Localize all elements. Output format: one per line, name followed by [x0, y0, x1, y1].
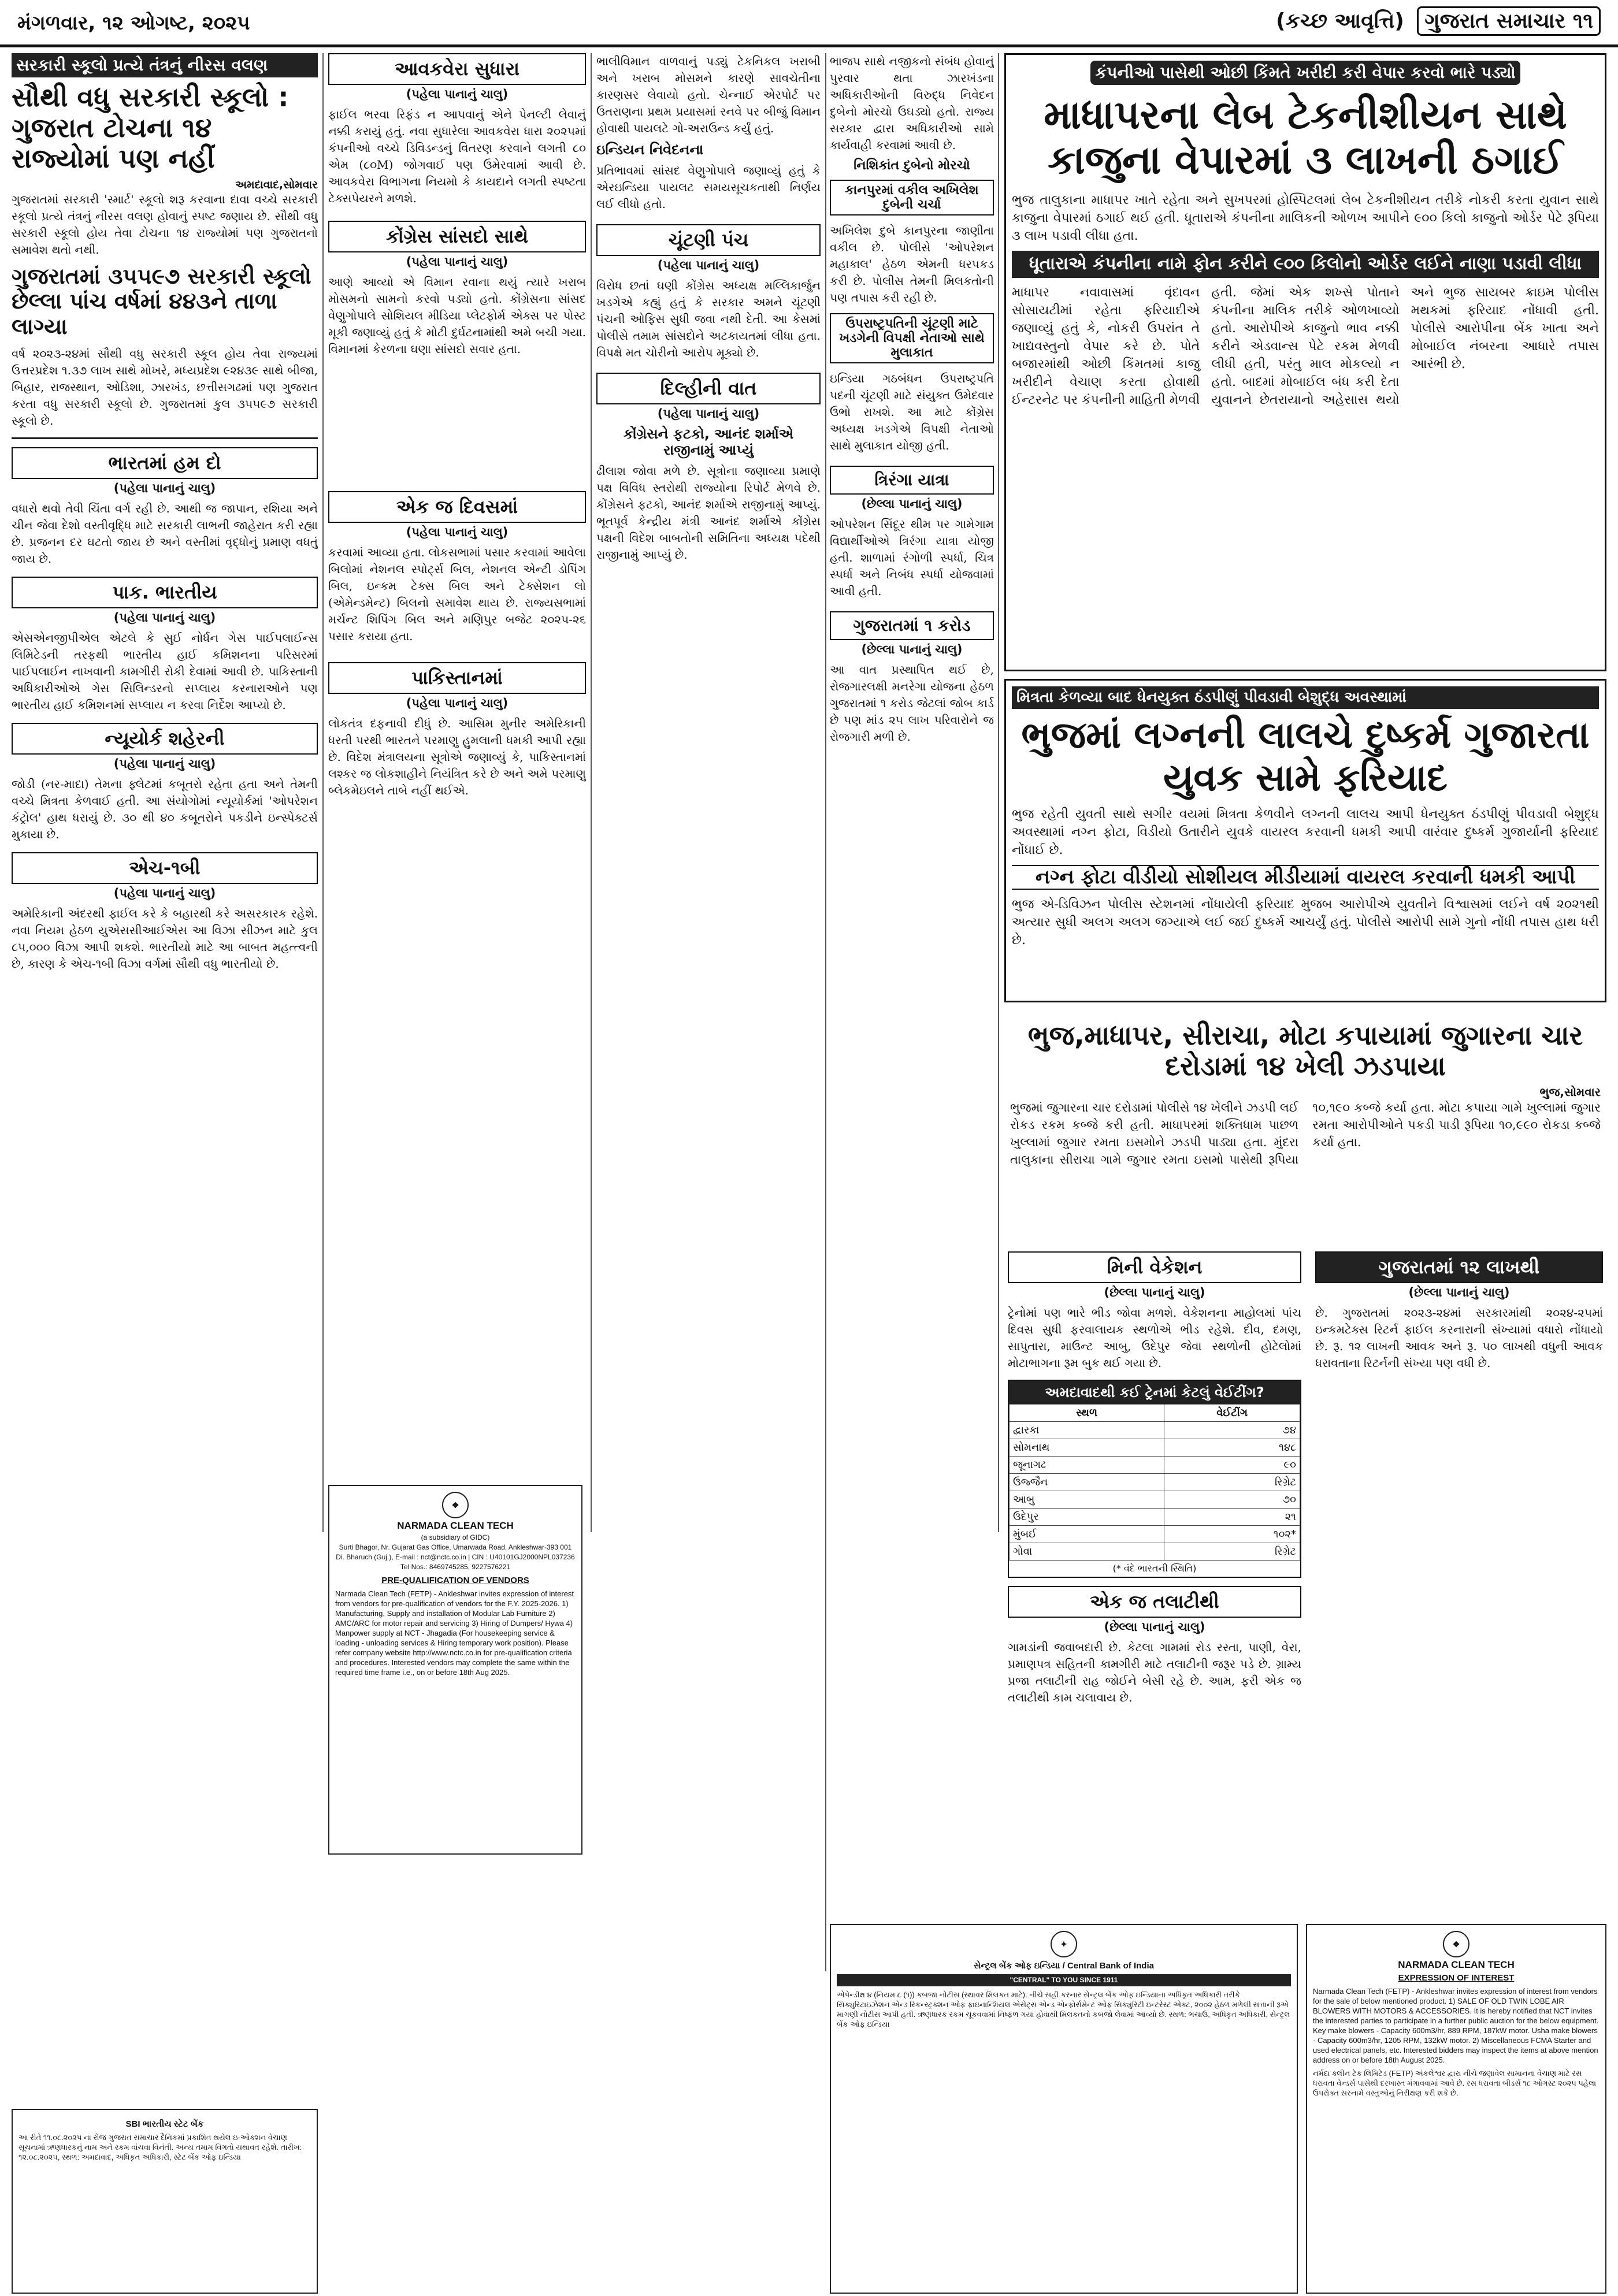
ad-text: આ રીતે ૧૧.૦૮.૨૦૨૫ ના રોજ ગુજરાત સમાચાર દૈનિકમાં પ્રકાશિત થયેલ ઇ-ઓક્શન વેચાણ સૂચનામાં ઋણધારકનું નામ અને રકમ વાંચવા વિનંતી. અન્ય તમામ વિગતો યથાવત રહેશે. તારીખ: ૧૨.૦૮.૨૦૨૫, સ્થળ: અમદાવાદ, અધિકૃત અધિકારી, સ્ટેટ બેંક ઓફ ઇન્ડિયા	[18, 2133, 302, 2161]
article-bhuj	[1004, 679, 1606, 1002]
article-text: અખિલેશ દુબે કાનપુરના જાણીતા વકીલ છે. પોલીસે 'ઓપરેશન મહાકાલ' હેઠળ એમની ધરપકડ કરી છે. પોલીસ તેમની મિલકતોની પણ તપાસ કરી રહી છે.	[830, 224, 994, 304]
continued-label: (છેલ્લા પાનાનું ચાલુ)	[861, 642, 963, 656]
section-title: પાક. ભારતીય	[12, 577, 318, 608]
article-text: ગુજરાતમાં સરકારી 'સ્માર્ટ' સ્કૂલો શરૂ કરવાના દાવા વચ્ચે સરકારી સ્કૂલો પ્રત્યે તંત્રનું નીરસ વલણ હોવાનું સ્પષ્ટ જણાય છે. સૌથી વધુ સરકારી સ્કૂલો હોય તેવા ટોચના ૧૪ રાજ્યોમાં પણ ગુજરાતનો સમાવેશ થતો નથી.	[12, 192, 318, 257]
section-title: ગુજરાતમાં ૧૨ લાખથી	[1315, 1251, 1603, 1283]
waiting-cell: રિગ્રેટ	[1164, 1474, 1300, 1491]
article-madhapar	[1004, 53, 1606, 671]
ad-address: Surti Bhagor, Nr. Gujarat Gas Office, Umarwada Road, Ankleshwar-393 001 Di. Bharuch (Guj.), E-mail : nct@nctc.co.in | CIN : U40101GJ2000NPL037236	[336, 1543, 575, 1561]
continued-label: (પહેલા પાનાનું ચાલુ)	[657, 258, 760, 272]
table-row	[1010, 1439, 1300, 1457]
column-1	[12, 53, 318, 2289]
article-text: વર્ષ ૨૦૨૩-૨૪માં સૌથી વધુ સરકારી સ્કૂલ હોય તેવા રાજ્યમાં ઉત્તરપ્રદેશ ૧.૩૭ લાખ સાથે મોખરે, મધ્યપ્રદેશ ૯૨૪૩૯ સાથે બીજા, બિહાર, રાજસ્થાન, ઓડિશા, ઝારખંડ, છત્તીસગઢમાં પણ ગુજરાત કરતા વધુ સરકારી સ્કૂલો છે. ગુજરાતમાં કુલ ૩૫૫૯૭ સરકારી સ્કૂલો છે.	[12, 346, 318, 428]
ad-slogan: "CENTRAL" TO YOU SINCE 1911	[837, 1974, 1291, 1986]
ad-phone: Tel Nos.: 8469745285, 9227576221	[400, 1563, 511, 1571]
kicker-bhuj: મિત્રતા કેળવ્યા બાદ ધેનયુક્ત ઠંડપીણું પીવડાવી બેશુદ્ધ અવસ્થામાં	[1012, 686, 1599, 709]
section-title: ત્રિરંગા યાત્રા	[830, 466, 994, 495]
article-text: વધારો થવો તેવી ચિંતા વર્ગ રહી છે. આથી જ જાપાન, રશિયા અને ચીન જેવા દેશો વસ્તીવૃદ્ધિ માટે સરકારી લાભની જાહેરાત કરી રહ્યા છે. પ્રજનન દર ઘટતો જાય છે અને વસ્તીમાં વૃદ્ધોનું પ્રમાણ વધતું જાય છે.	[12, 501, 318, 566]
continued-label: (પહેલા પાનાનું ચાલુ)	[113, 756, 216, 771]
article-text: ઢીલાશ જોવા મળે છે. સૂત્રોના જણાવ્યા પ્રમાણે પક્ષ વિવિધ સ્તરોથી રાજ્યોના રિપોર્ટ મેળવે છે. કોંગ્રેસને ફટકો, આનંદ શર્માએ રાજીનામું આપ્યું. ભૂતપૂર્વ કેન્દ્રીય મંત્રી આનંદ શર્માએ કોંગ્રેસ પક્ષની વિદેશ બાબતોની સમિતિના અધ્યક્ષ પદેથી રાજીનામું આપ્યું છે.	[596, 464, 821, 562]
article-text: પ્રતિભાવમાં સાંસદ વેણુગોપાલે જણાવ્યું હતું કે એરઇન્ડિયા પાયલટ સમયસૂચકતાથી નિર્ણય લઈ લીધો હતો.	[596, 164, 821, 211]
ad-narmada-pq	[328, 1485, 582, 1855]
dateline: ભુજ,સોમવાર	[1539, 1084, 1601, 1099]
column-header: સ્થળ	[1010, 1405, 1164, 1422]
column-3	[328, 53, 586, 481]
ad-text-gujarati: નર્મદા ક્લીન ટેક લિમિટેડ (FETP) અંકલેશ્વર દ્વારા નીચે જણાવેલ સામાનના વેચાણ માટે રસ ધરાવતા વેન્ડર્સ પાસેથી દરખાસ્ત મંગાવવામાં આવે છે. રસ ધરાવતા બીડર્સ ૧૮ ઓગસ્ટ ૨૦૨૫ પહેલા ઉપરોક્ત સરનામે વસ્તુઓનું નિરીક્ષણ કરી શકે છે.	[1313, 2069, 1597, 2097]
article-mini-vacation	[1004, 1248, 1305, 1912]
section-kicker: નિશિકાંત દુબેનો મોરચો	[853, 158, 970, 173]
station-cell: ઉજ્જૈન	[1010, 1474, 1164, 1491]
continued-label: (પહેલા પાનાનું ચાલુ)	[406, 87, 509, 101]
article-text: ભુજમાં જુગારના ચાર દરોડામાં પોલીસે ૧૪ ખેલીને ઝડપી લઈ રોકડ રકમ કબ્જે કરી હતી. માધાપરમાં શક્તિધામ પાછળ ખુલ્લામાં જુગાર રમતા ઇસમોને ઝડપી પાડ્યા હતા. મુંદરા તાલુકાના સીરાચા ગામે જુગાર રમતા ઇસમો પાસેથી રૂપિયા ૧૦,૧૯૦ કબ્જે કર્યા હતા. મોટા કપાયા ગામે ખુલ્લામાં જુગાર રમતા આરોપીઓને પકડી પાડી રૂપિયા ૧૦,૯૯૦ રોકડા કબ્જે કર્યા હતા.	[1010, 1100, 1601, 1166]
ad-text: Narmada Clean Tech (FETP) - Ankleshwar invites expression of interest from vendors for pre-qualification of vendors for the F.Y. 2025-2026. 1) Manufacturing, Supply and installation of Modular Lab Furniture 2) AMC/ARC for motor repair and servicing 3) Hiring of Dumpers/ Hywa 4) Manpower supply at NCT - Jhagadia (For housekeeping service & loading - unloading services & Hiring temporary work position). Please refer company website http://www.nctc.co.in for pre-qualification criteria and procedures. Interested vendors may complete the same within the required time frame i.e., on or before 18th Aug 2025.	[335, 1589, 574, 1677]
station-cell: જૂનાગઢ	[1010, 1457, 1164, 1474]
continued-label: (પહેલા પાનાનું ચાલુ)	[113, 481, 216, 495]
table-row	[1010, 1491, 1300, 1509]
article-text: ભુજ તાલુકાના માધાપર ખાતે રહેતા અને સુખપરમાં હોસ્પિટલમાં લેબ ટેકનીશીયન તરીકે નોકરી કરતા યુવાન સાથે કાજુના વેપારમાં ઠગાઈ થઈ હતી. ધૂતારાએ કંપનીના માલિકની ઓળખ આપીને ૯૦૦ કિલો કાજુનો ઓર્ડર પેટે રૂપિયા ૩ લાખ પડાવી લીધા હતા.	[1012, 193, 1599, 244]
article-text: ગામડાંની જવાબદારી છે. કેટલા ગામમાં રોડ રસ્તા, પાણી, વેરા, પ્રમાણપત્ર સહિતની કામગીરી માટે તલાટીની જરૂર પડે છે. ગ્રામ્ય પ્રજા તલાટીની રાહ જોઈને બેસી રહે છે. આમ, ફરી એક જ તલાટીથી કામ ચલાવાય છે.	[1008, 1640, 1301, 1704]
article-text: ભાલીવિમાન વાળવાનું પડ્યું ટેકનિકલ ખરાબી અને ખરાબ મોસમને કારણે સાવચેતીના કારણસર લેવાયો હતો. ચેન્નાઈ એરપોર્ટ પર ઉતરાણના પ્રથમ પ્રયાસમાં રનવે પર બીજું વિમાન હોવાથી પાયલટે ગો-અરાઉન્ડ કર્યું હતું.	[596, 54, 821, 135]
ad-central-bank	[830, 1924, 1298, 2294]
table-row	[1010, 1509, 1300, 1526]
table-row	[1010, 1543, 1300, 1561]
ad-sbi	[12, 2109, 318, 2294]
kicker-madhapar: કંપનીઓ પાસેથી ઓછી કિંમતે ખરીદી કરી વેપાર કરવો ભારે પડ્યો	[1090, 61, 1520, 85]
cbi-logo-icon: ✦	[1051, 1931, 1077, 1957]
table-row	[1010, 1422, 1300, 1439]
article-text: ભુજ રહેતી યુવતી સાથે સગીર વયમાં મિત્રતા કેળવીને લગ્નની લાલચ આપી ધેનયુક્ત ઠંડપીણું પીવડાવી બેશુદ્ધ અવસ્થામાં નગ્ન ફોટા, વિડીયો ઉતારીને યુવકે વાયરલ કરવાની ધમકી આપી વારંવાર દુષ્કર્મ ગુજાર્યાની ફરિયાદ નોંધાઈ છે.	[1012, 807, 1599, 858]
continued-label: (પહેલા પાનાનું ચાલુ)	[657, 407, 760, 421]
section-title: ન્યૂયોર્ક શહેરની	[12, 723, 318, 755]
article-text: આણે આવ્યો એ વિમાન રવાના થયું ત્યારે ખરાબ મોસમનો સામનો કરવો પડ્યો હતો. કોંગ્રેસના સાંસદ વેણુગોપાલે સોશિયલ મીડિયા પ્લેટફોર્મ એક્સ પર પોસ્ટ મૂકી જણાવ્યું હતું કે મોટી દુર્ઘટનામાંથી અમે બચી ગયા. વિમાનમાં કેરળના ઘણા સાંસદો સવાર હતા.	[328, 275, 586, 356]
station-cell: દ્વારકા	[1010, 1422, 1164, 1439]
section-title: કોંગ્રેસ સાંસદો સાથે	[328, 221, 586, 252]
article-text: માધાપર નવાવાસમાં વૃંદાવન સોસાયટીમાં રહેતા ફરિયાદીએ જણાવ્યું હતું કે, નોકરી ઉપરાંત તે ખાદ્યવસ્તુનો વેપાર કરે છે. પોતે બજારમાંથી ઓછી કિંમતમાં કાજુ ખરીદીને વેચાણ કરતા હોવાથી ઈન્ટરનેટ પર કંપનીની માહિતી મેળવી હતી. જેમાં એક શખ્સે પોતાને કંપનીના માલિક તરીકે ઓળખાવ્યો હતો. આરોપીએ કાજુનો ભાવ નક્કી કરીને એડવાન્સ પેટે રકમ મેળવી લીધી હતી, પરંતુ માલ મોકલ્યો ન હતો. બાદમાં મોબાઈલ બંધ કરી દેતા યુવાનને છેતરાયાનો અહેસાસ થયો અને ભુજ સાયબર ક્રાઇમ પોલીસ મથકમાં ફરિયાદ નોંધાવી હતી. પોલીસે આરોપીના બેંક ખાતા અને મોબાઈલ નંબરના આધારે તપાસ આરંભી છે.	[1012, 285, 1599, 407]
continued-label: (પહેલા પાનાનું ચાલુ)	[406, 255, 509, 269]
article-text: ઓપરેશન સિંદૂર થીમ પર ગામેગામ વિદ્યાર્થીઓએ ત્રિરંગા યાત્રા યોજી હતી. શાળામાં રંગોળી સ્પર્ધા, ચિત્ર સ્પર્ધા અને નિબંધ સ્પર્ધા યોજવામાં આવી હતી.	[830, 517, 994, 598]
table-title: અમદાવાદથી કઈ ટ્રેનમાં કેટલું વેઈટીંગ?	[1009, 1381, 1300, 1404]
column-2	[328, 491, 586, 1473]
header-date: મંગળવાર, ૧૨ ઓગષ્ટ, ૨૦૨૫	[17, 12, 250, 35]
table-row	[1010, 1526, 1300, 1543]
table-row	[1010, 1457, 1300, 1474]
headline-bhuj: ભુજમાં લગ્નની લાલચે દુષ્કર્મ ગુજારતા યુવક સામે ફરિયાદ	[1021, 714, 1590, 800]
ad-title: NARMADA CLEAN TECH	[397, 1520, 514, 1531]
train-table-box	[1008, 1380, 1301, 1578]
article-text: વિરોધ છતાં ઘણી કોંગ્રેસ અધ્યક્ષ મલ્લિકાર્જુન ખડગેએ કહ્યું હતું કે સરકાર અમને ચૂંટણી પંચની ઓફિસ સુધી જવા નથી દેતી. આ કેસમાં પોલીસે તમામ સાંસદોને અટકાયતમાં લીધા હતા. વિપક્ષે મત ચોરીનો આરોપ મૂક્યો છે.	[596, 278, 821, 359]
article-text: આ વાત પ્રસ્થાપિત થઈ છે, રોજગારલક્ષી મનરેગા યોજના હેઠળ ગુજરાતમાં ૧ કરોડ જેટલાં જોબ કાર્ડ છે પણ માંડ ૨૫ લાખ પરિવારોને જ રોજગારી મળી છે.	[830, 663, 994, 744]
subhead-schools: ગુજરાતમાં ૩૫૫૯૭ સરકારી સ્કૂલો છેલ્લા પાંચ વર્ષમાં ૪૪૩ને તાળા લાગ્યા	[12, 263, 311, 340]
article-text: છે. ગુજરાતમાં ૨૦૨૩-૨૪માં સરકારમાંથી ૨૦૨૪-૨૫માં ઇન્કમટેક્સ રિટર્ન ફાઈલ કરનારાની સંખ્યામાં વધારો નોંધાયો છે. રૂ. ૧૨ લાખની આવક અને રૂ. ૫૦ લાખથી વધુની આવક ધરાવતાના રિટર્નની સંખ્યા પણ વધી છે.	[1315, 1306, 1603, 1370]
article-text: ફાઈલ ભરવા રિફંડ ન આપવાનું એને પેનલ્ટી લેવાનું નક્કી કરાયું હતું. નવા સુધારેલા આવકવેરા ધારા ૨૦૨૫માં કંપનીઓ વચ્ચે ડિવિડન્ડનું વિતરણ કરવાને લગતી ૮૦ એમ (૮૦M) જોગવાઈ પણ ઉમેરવામાં આવી છે. આવકવેરા વિભાગના નિયમો કે કાયદાને લગતી સ્પષ્ટતા ટેક્સપેયરને મળશે.	[328, 107, 586, 205]
headline-raid: ભુજ,માધાપર, સીરાચા, મોટા કપાયામાં જુગારના ચાર દરોડામાં ૧૪ ખેલી ઝડપાયા	[1027, 1020, 1583, 1082]
header-edition: (કચ્છ આવૃત્તિ)	[1275, 9, 1404, 33]
ad-heading: PRE-QUALIFICATION OF VENDORS	[381, 1576, 529, 1585]
nct-logo-icon: ❖	[442, 1492, 469, 1518]
section-title: ઉપરાષ્ટ્રપતિની ચૂંટણી માટે ખડગેની વિપક્ષી નેતાઓ સાથે મુલાકાત	[830, 313, 994, 363]
section-title: એચ-૧બી	[12, 852, 318, 884]
continued-label: (પહેલા પાનાનું ચાલુ)	[113, 886, 216, 900]
station-cell: ઉદેપુર	[1010, 1509, 1164, 1526]
article-text: એસએનજીપીએલ એટલે કે સુઈ નોર્ધન ગેસ પાઈપલાઈન્સ લિમિટેડની તરફથી ભારતીય હાઈ કમિશનના પરિસરમાં પાઈપલાઈન નાખવાની કામગીરી રોકી દેવામાં આવી છે. પાકિસ્તાની અધિકારીઓએ ગેસ સિલિન્ડરનો સપ્લાય કરનારાઓને પણ ભારતીય હાઈ કમિશનમાં સપ્લાય ન કરવા નિર્દેશ આપ્યો છે.	[12, 630, 318, 712]
ad-title: NARMADA CLEAN TECH	[1398, 1959, 1515, 1970]
waiting-cell: ૨૧	[1164, 1509, 1300, 1526]
paper-logo: ગુજરાત સમાચાર ૧૧	[1417, 6, 1601, 36]
continued-label: (પહેલા પાનાનું ચાલુ)	[113, 610, 216, 625]
station-cell: આબુ	[1010, 1491, 1164, 1509]
train-waiting-table	[1009, 1404, 1300, 1561]
column-rule	[322, 53, 324, 1532]
section-title: દિલ્હીની વાત	[596, 373, 821, 404]
subhead-bhuj: નગ્ન ફોટા વીડીયો સોશીયલ મીડીયામાં વાયરલ કરવાની ધમકી આપી	[1012, 865, 1599, 890]
header-paper	[1276, 9, 1601, 34]
headline-schools: સૌથી વધુ સરકારી સ્કૂલો : ગુજરાત ટોચના ૧૪ રાજ્યોમાં પણ નહીં	[12, 81, 289, 174]
waiting-cell: રિગ્રેટ	[1164, 1543, 1300, 1561]
section-title: ચૂંટણી પંચ	[596, 224, 821, 256]
section-title: પાકિસ્તાનમાં	[328, 662, 586, 694]
section-title: એક જ દિવસમાં	[328, 491, 586, 523]
continued-label: (છેલ્લા પાનાનું ચાલુ)	[1104, 1620, 1205, 1634]
section-title: મિની વેકેશન	[1008, 1251, 1301, 1283]
article-text: જોડી (નર-માદા) તેમના ફ્લેટમાં કબૂતરો રહેતા હતા અને તેમની વચ્ચે મિત્રતા કેળવાઈ હતી. આ સંયોગોમાં ન્યૂયોર્કમાં 'ઓપરેશન કંટ્રોલ' હાથ ધરાયું છે. ૩૦ થી ૪૦ કબૂતરોને પકડીને ઇન્સ્પેક્ટર્સ મુકાયા છે.	[12, 777, 318, 841]
page-header	[0, 0, 1618, 47]
waiting-cell: ૭૪	[1164, 1422, 1300, 1439]
section-title: આવકવેરા સુધારા	[328, 53, 586, 85]
ad-heading: સેન્ટ્રલ બેંક ઓફ ઇન્ડિયા / Central Bank of India	[974, 1961, 1154, 1971]
article-text: ટ્રેનોમાં પણ ભારે ભીડ જોવા મળશે. વેકેશનના માહોલમાં પાંચ દિવસ સુધી ફરવાલાયક સ્થળોએ ભીડ રહેશે. દીવ, દમણ, સાપુતારા, માઉન્ટ આબુ, ઉદેપુર જેવા સ્થળોની હોટેલોમાં મોટાભાગના રૂમ બુક થઈ ગયા છે.	[1008, 1306, 1301, 1370]
column-rule	[998, 53, 999, 1532]
table-row	[1010, 1474, 1300, 1491]
waiting-cell: ૧૪૮	[1164, 1439, 1300, 1457]
continued-label: (છેલ્લા પાનાનું ચાલુ)	[1104, 1286, 1205, 1299]
column-header: વેઈટીંગ	[1164, 1405, 1300, 1422]
station-cell: સોમનાથ	[1010, 1439, 1164, 1457]
table-note: (* વંદે ભારતની સ્થિતિ)	[1112, 1563, 1197, 1574]
ad-heading: EXPRESSION OF INTEREST	[1398, 1973, 1515, 1983]
article-text: લોકતંત્ર દફનાવી દીધું છે. આસિમ મુનીર અમેરિકાની ધરતી પરથી ભારતને પરમાણુ હુમલાની ધમકી આપી રહ્યા છે. વિદેશ મંત્રાલયના સૂત્રોએ જણાવ્યું કે, પાકિસ્તાનમાં લશ્કર જ લોકશાહીને નિયંત્રિત કરે છે અને અમે પરમાણુ બ્લેકમેઇલને તાબે નહીં થઈએ.	[328, 716, 586, 797]
continued-label: (પહેલા પાનાનું ચાલુ)	[406, 525, 509, 539]
column-4	[596, 53, 821, 1474]
section-title: ગુજરાતમાં ૧ કરોડ	[830, 611, 994, 640]
subhead-madhapar: ધૂતારાએ કંપનીના નામે ફોન કરીને ૯૦૦ કિલોનો ઓર્ડર લઈને નાણા પડાવી લીધા	[1012, 251, 1599, 278]
kicker-schools: સરકારી સ્કૂલો પ્રત્યે તંત્રનું નીરસ વલણ	[12, 53, 318, 77]
waiting-cell: ૯૦	[1164, 1457, 1300, 1474]
ad-heading: SBI ભારતીય સ્ટેટ બેંક	[125, 2119, 204, 2129]
section-title: ભારતમાં હમ દો	[12, 447, 318, 479]
article-text: ભુજ એ-ડિવિઝન પોલીસ સ્ટેશનમાં નોંધાયેલી ફરિયાદ મુજબ આરોપીએ યુવતીને વિશ્વાસમાં લઈને વર્ષ ૨૦૨૧થી અત્યાર સુધી અલગ અલગ જગ્યાએ લઈ જઈ દુષ્કર્મ આચર્યું હતું. પોલીસે આરોપી સામે ગુનો નોંધી તપાસ હાથ ધરી છે.	[1012, 897, 1599, 948]
column-rule	[825, 53, 826, 1971]
continued-label: (પહેલા પાનાનું ચાલુ)	[406, 696, 509, 710]
section-kicker: ઇન્ડિયન નિવેદનના	[596, 142, 704, 158]
nct-logo-icon: ❖	[1443, 1931, 1469, 1957]
waiting-cell: ૭૦	[1164, 1491, 1300, 1509]
dateline: અમદાવાદ,સોમવાર	[235, 178, 318, 191]
waiting-cell: ૧૦૨*	[1164, 1526, 1300, 1543]
continued-label: (છેલ્લા પાનાનું ચાલુ)	[861, 497, 963, 511]
station-cell: મુંબઈ	[1010, 1526, 1164, 1543]
article-12-lakh	[1312, 1248, 1606, 1912]
article-text: અમેરિકાની અંદરથી ફાઈલ કરે કે બહારથી કરે અસરકારક રહેશે. નવા નિયમ હેઠળ યુએસસીઆઈએસ આ વિઝા સીઝન માટે કુલ ૮૫,૦૦૦ વિઝા આપી શકશે. ભારતીયો માટે આ બાબત મહત્ત્વની છે, કારણ કે એચ-૧બી વિઝા વર્ગમાં સૌથી વધુ ભારતીયો છે.	[12, 906, 318, 971]
article-raid	[1004, 1011, 1606, 1242]
section-title: એક જ તલાટીથી	[1008, 1586, 1301, 1618]
ad-text: Narmada Clean Tech (FETP) - Ankleshwar invites expression of interest from vendors for the sale of below mentioned product. 1) SALE OF OLD TWIN LOBE AIR BLOWERS WITH MOTORS & ACCESSORIES. It is hereby notified that NCT invites the interested parties to participate in a further public auction for the below equipment. Key make blowers - Capacity 600m3/hr, 889 RPM, 187kW motor. Usha make blowers - Capacity 600m3/hr, 1205 RPM, 132kW motor. 2) Miscellaneous FCMA Starter and used electrical panels, etc. Interested bidders may inspect the items at above mention address on or before 18th August 2025.	[1313, 1987, 1599, 2064]
headline-madhapar: માધાપરના લેબ ટેકનીશીયન સાથે કાજુના વેપારમાં ૩ લાખની ઠગાઈ	[1044, 92, 1567, 184]
section-kicker: કોંગ્રેસને ફટકો, આનંદ શર્માએ રાજીનામું આપ્યું	[623, 426, 794, 458]
section-title: કાનપુરમાં વકીલ અખિલેશ દુબેની ચર્ચા	[830, 180, 994, 216]
ad-narmada-eoi	[1306, 1924, 1606, 2294]
article-text: ઇન્ડિયા ગઠબંધન ઉપરાષ્ટ્રપતિ પદની ચૂંટણી માટે સંયુક્ત ઉમેદવાર ઉભો રાખશે. આ માટે કોંગ્રેસ અધ્યક્ષ ખડગેએ વિપક્ષી નેતાઓ સાથે મુલાકાત યોજી હતી.	[830, 371, 994, 452]
ad-subtitle: (a subsidiary of GIDC)	[421, 1533, 490, 1541]
station-cell: ગોવા	[1010, 1543, 1164, 1561]
continued-label: (છેલ્લા પાનાનું ચાલુ)	[1408, 1286, 1510, 1299]
ad-text: એપેન્ડીક્ષ ૪ (નિયમ ૮ (૧)) કબજા નોટીસ (સ્થાવર મિલકત માટે). નીચે સહી કરનાર સેન્ટ્રલ બેંક ઓફ ઇન્ડિયાના અધિકૃત અધિકારી તરીકે સિક્યુરિટાઇઝેશન એન્ડ રિકન્સ્ટ્રક્શન ઓફ ફાઇનાન્શિયલ એસેટ્સ એન્ડ એન્ફોર્સમેન્ટ ઓફ સિક્યુરિટી ઇન્ટરેસ્ટ એક્ટ, ૨૦૦૨ હેઠળ મળેલી સત્તાની રૂએ માગણી નોટીસ આપી હતી. ઋણધારક રકમ ચૂકવવામાં નિષ્ફળ ગયા હોવાથી મિલકતનો કબજો લેવામાં આવ્યો છે. સ્થળ: ભચાઉ, અધિકૃત અધિકારી, સેન્ટ્રલ બેંક ઓફ ઇન્ડિયા	[837, 1990, 1290, 2028]
article-text: ભાજપ સાથે નજીકનો સંબંધ હોવાનું પુરવાર થતા ઝારખંડના અધિકારીઓની વિરુદ્ધ નિવેદન દુબેનો મોરચો ઉઘડ્યો હતો. રાજ્ય સરકાર દ્વારા અધિકારીઓ સામે કાર્યવાહી કરવામાં આવી છે.	[830, 54, 994, 152]
column-rule	[591, 53, 592, 1532]
article-text: કરવામાં આવ્યા હતા. લોકસભામાં પસાર કરવામાં આવેલા બિલોમાં નેશનલ સ્પોર્ટ્સ બિલ, નેશનલ એન્ટી ડોપિંગ બિલ, ઇન્કમ ટેક્સ બિલ અને ટેક્સેશન લો (એમેન્ડમેન્ટ) બિલનો સમાવેશ થાય છે. રાજ્યસભામાં મર્ચન્ટ શિપિંગ બિલ અને મણિપુર બજેટ ૨૦૨૫-૨૬ પસાર કરાયા હતા.	[328, 545, 586, 643]
column-5	[830, 53, 994, 1474]
